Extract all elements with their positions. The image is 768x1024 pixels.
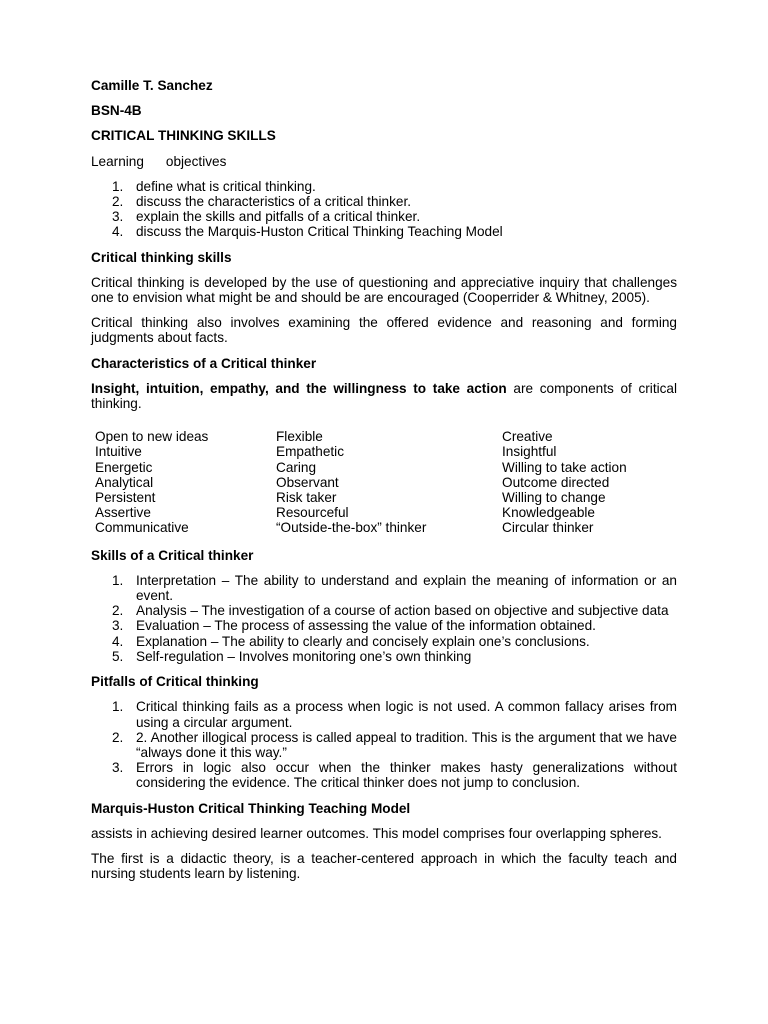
list-item: 1. Interpretation – The ability to understand and explain the meaning of information or an event. <box>112 572 677 604</box>
traits-table <box>95 429 627 535</box>
table-cell: Persistent <box>95 490 156 506</box>
table-cell: Open to new ideas <box>95 429 209 445</box>
list-item: 3. Evaluation – The process of assessing the value of the information obtained. <box>112 618 596 634</box>
table-row <box>95 429 627 444</box>
section-heading: Critical thinking skills <box>91 249 232 265</box>
table-row <box>95 460 627 475</box>
list-item: 1. Critical thinking fails as a process when logic is not used. A common fallacy arises from using a circular argument. <box>112 699 677 730</box>
section-heading: Pitfalls of Critical thinking <box>91 674 259 690</box>
table-cell: Risk taker <box>276 490 337 506</box>
learning-objectives-label <box>91 154 677 169</box>
table-cell: Energetic <box>95 459 153 475</box>
table-cell: Insightful <box>502 444 557 460</box>
page-title: CRITICAL THINKING SKILLS <box>91 128 276 144</box>
table-cell: Communicative <box>95 520 189 536</box>
paragraph: The first is a didactic theory, is a teacher-centered approach in which the faculty teach and nursing students learn by listening. <box>91 850 677 882</box>
table-cell: Flexible <box>276 429 323 445</box>
table-cell: Willing to change <box>502 490 606 506</box>
table-cell: Assertive <box>95 505 151 521</box>
list-item: 3. Errors in logic also occur when the thinker makes hasty generalizations without considering the evidence. The critical thinker does not jump to conclusion. <box>112 760 677 791</box>
table-row <box>95 520 627 535</box>
table-cell: Knowledgeable <box>502 505 595 521</box>
section-heading: Characteristics of a Critical thinker <box>91 355 317 371</box>
table-row <box>95 490 627 505</box>
table-cell: Willing to take action <box>502 459 627 475</box>
objectives-word: objectives <box>165 153 227 169</box>
section-heading: Marquis-Huston Critical Thinking Teaching Model <box>91 800 411 816</box>
list-item: 2. discuss the characteristics of a critical thinker. <box>112 194 412 210</box>
table-cell: Analytical <box>95 474 154 490</box>
table-cell: Circular thinker <box>502 520 594 536</box>
skills-list <box>91 573 677 664</box>
list-item: 4. discuss the Marquis-Huston Critical Thinking Teaching Model <box>112 224 503 240</box>
table-row <box>95 505 627 520</box>
class-section: BSN-4B <box>91 103 142 119</box>
author-name: Camille T. Sanchez <box>91 78 213 93</box>
objectives-list <box>91 179 677 240</box>
list-item: 2. Analysis – The investigation of a course of action based on objective and subjective data <box>112 603 669 619</box>
table-row <box>95 444 627 459</box>
list-item: 1. define what is critical thinking. <box>112 178 316 194</box>
section-heading: Skills of a Critical thinker <box>91 547 254 563</box>
learning-word: Learning <box>91 153 144 169</box>
table-cell: Caring <box>276 459 317 475</box>
table-row <box>95 475 627 490</box>
table-cell: Empathetic <box>276 444 345 460</box>
pitfalls-list <box>91 699 677 790</box>
list-item: 2. 2. Another illogical process is called appeal to tradition. This is the argument that we have “always done it this way.” <box>112 729 677 760</box>
table-cell: Creative <box>502 429 553 445</box>
paragraph: Insight, intuition, empathy, and the willingness to take action are components of critical thinking. <box>91 380 677 412</box>
list-item: 3. explain the skills and pitfalls of a critical thinker. <box>112 209 421 225</box>
list-item: 4. Explanation – The ability to clearly and concisely explain one’s conclusions. <box>112 633 590 649</box>
table-cell: “Outside-the-box” thinker <box>276 520 427 536</box>
list-item: 5. Self-regulation – Involves monitoring one’s own thinking <box>112 648 472 664</box>
paragraph: Critical thinking also involves examining the offered evidence and reasoning and forming judgments about facts. <box>91 315 677 346</box>
paragraph: Critical thinking is developed by the use of questioning and appreciative inquiry that challenges one to envision what might be and should be are encouraged (Cooperrider & Whitney, 2005). <box>91 274 677 306</box>
table-cell: Resourceful <box>276 505 349 521</box>
paragraph: assists in achieving desired learner outcomes. This model comprises four overlapping spheres. <box>91 825 662 841</box>
table-cell: Intuitive <box>95 444 142 460</box>
table-cell: Observant <box>276 474 339 490</box>
table-cell: Outcome directed <box>502 474 610 490</box>
